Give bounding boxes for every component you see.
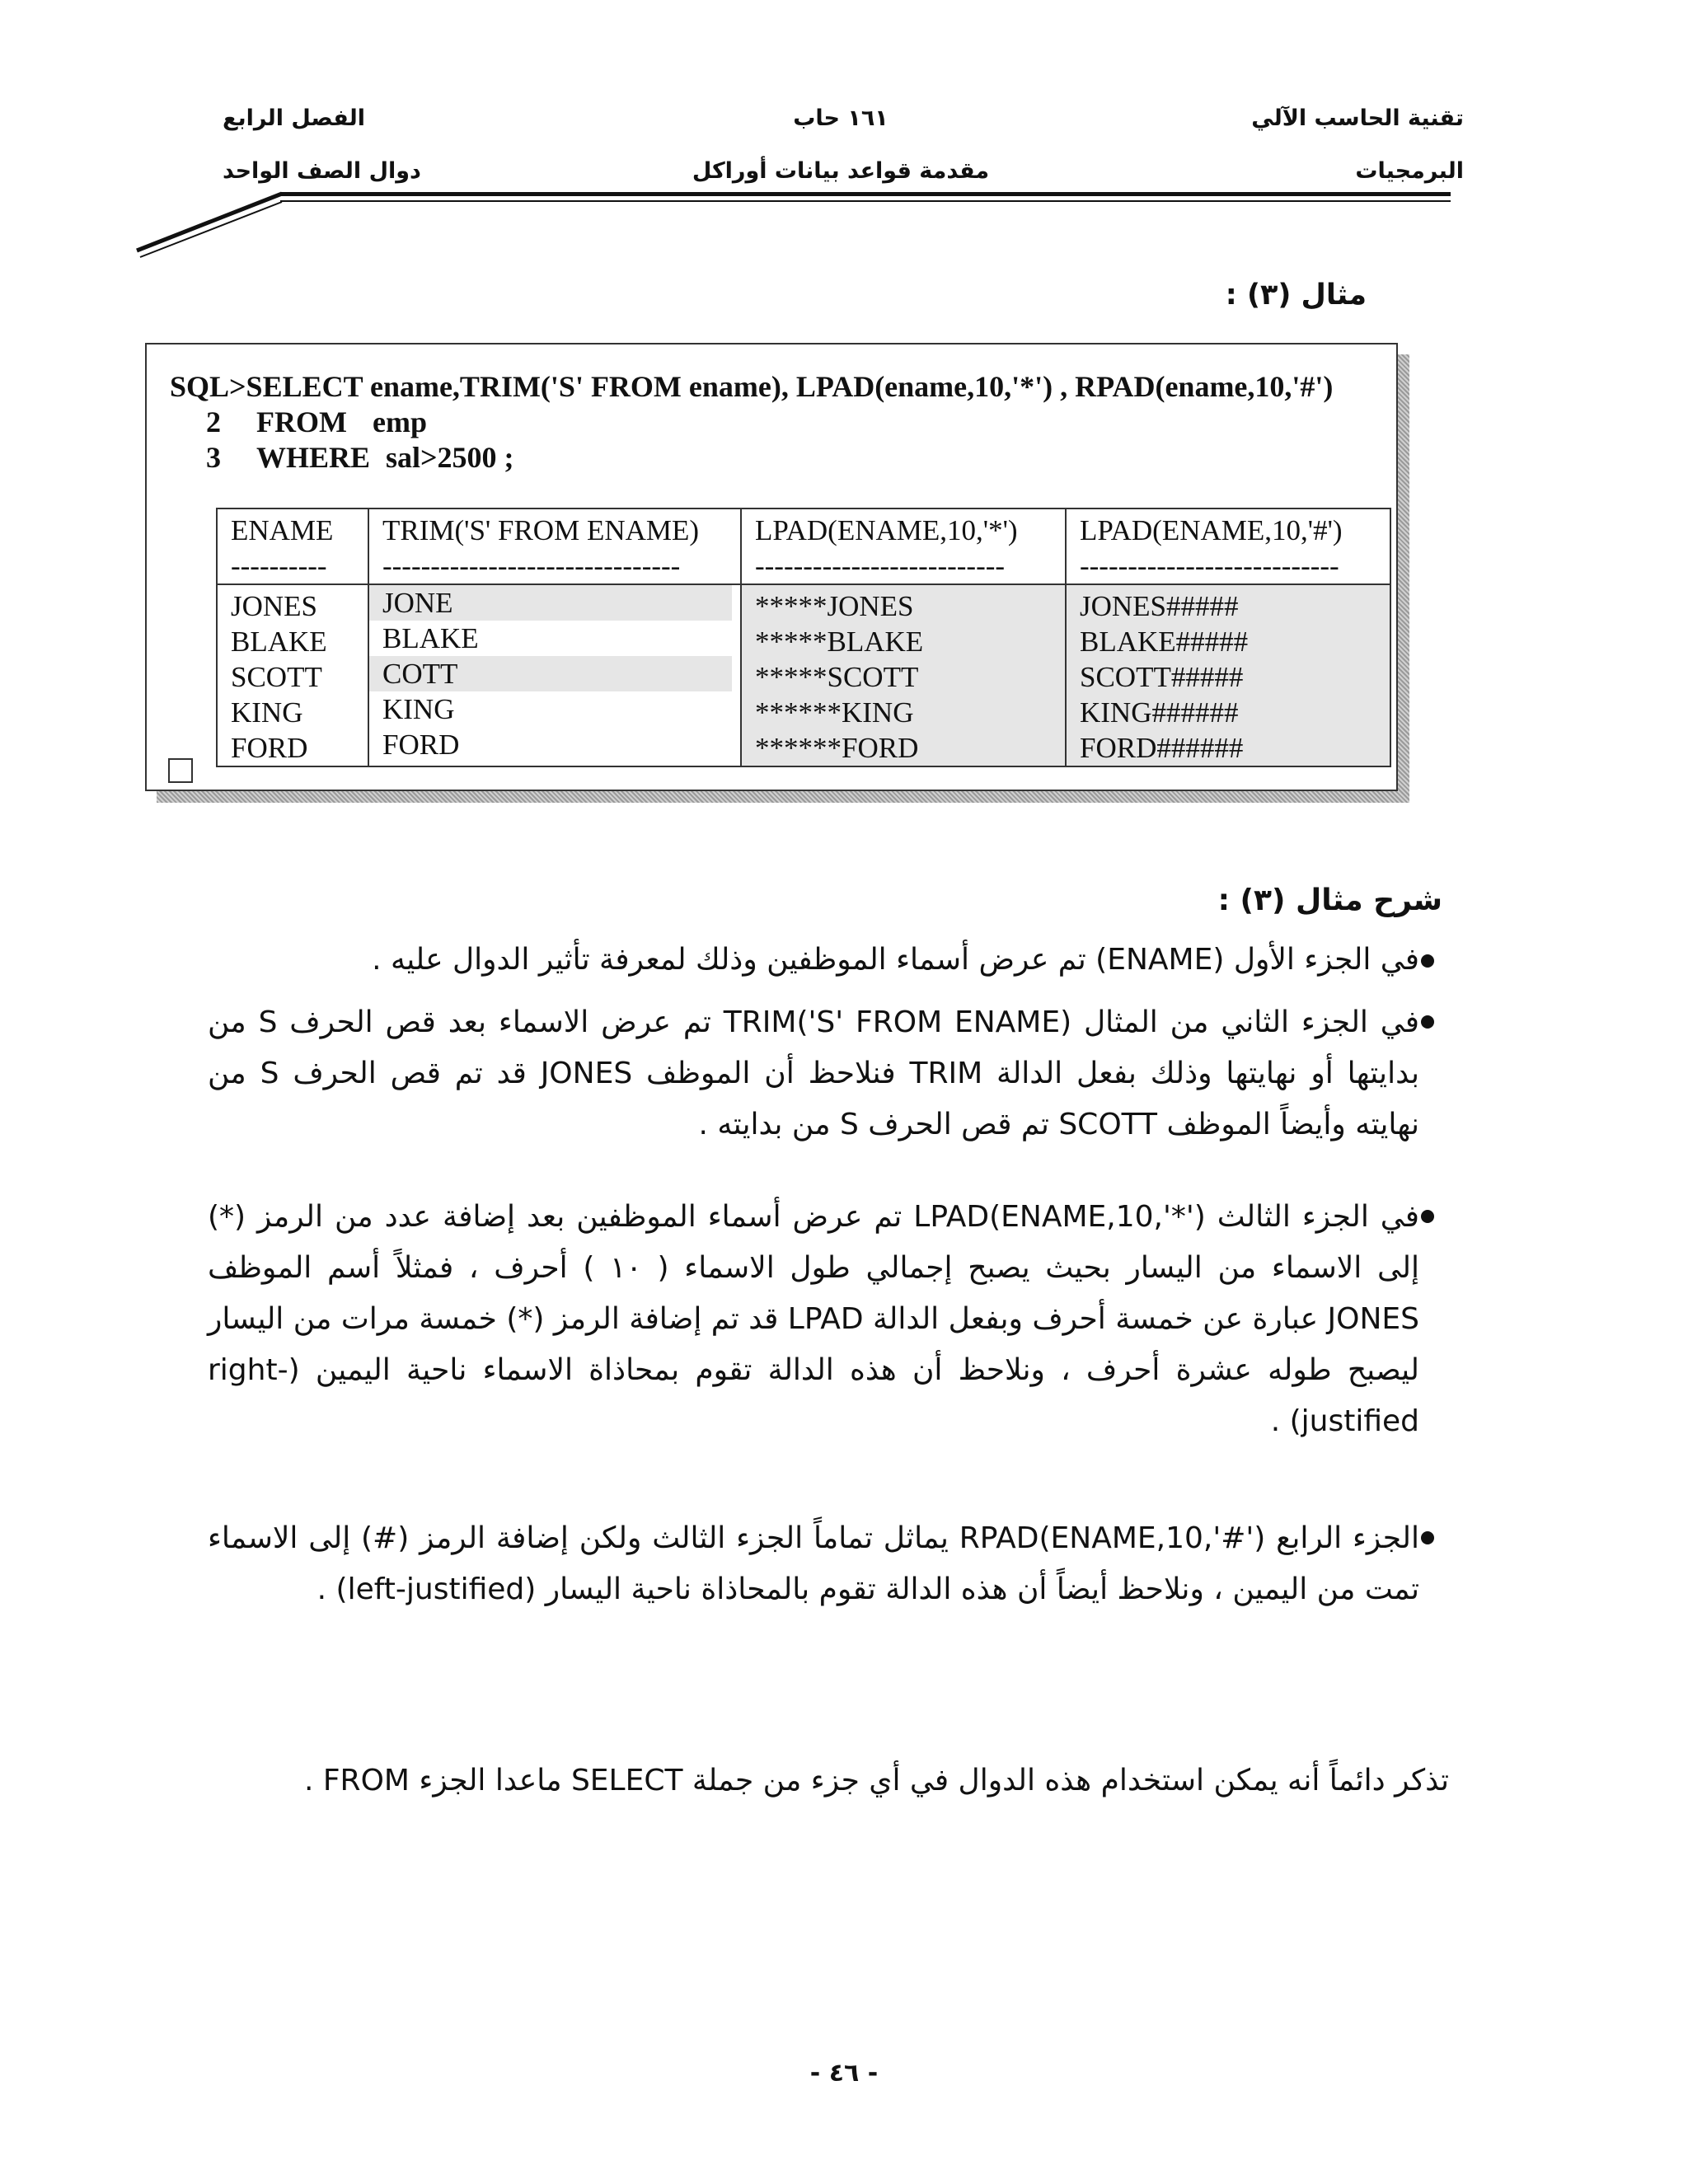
table-cell: *****JONES <box>755 590 914 622</box>
bullet-text: في الجزء الثالث ('*',LPAD(ENAME,10 تم عرض أسماء الموظفين بعد إضافة عدد من الرمز (*) إلى الاسماء من اليسار بحيث يصبح إجمالي طول الاسماء ( ١٠ ) أحرف ، فمثلاً أسم الموظف JONES عبارة عن خمسة أحرف وبفعل الدالة LPAD قد تم إضافة الرمز (*) خمسة مرات من اليسار ليصبح طوله عشرة أحرف ، ونلاحظ أن هذه الدالة تقوم بمحاذاة الاسماء ناحية اليمين (right-justified) . <box>208 1200 1419 1438</box>
result-header-text: TRIM('S' FROM ENAME) <box>382 514 700 546</box>
table-cell: KING <box>382 693 455 725</box>
result-header-cell <box>368 509 741 584</box>
table-cell: KING <box>231 696 303 729</box>
result-header-row <box>217 509 1390 584</box>
sql-line-number: 2 <box>206 405 221 438</box>
header-subject: البرمجيات <box>1355 158 1464 184</box>
header-rule-thin <box>280 200 1451 202</box>
header-section: دوال الصف الواحد <box>223 158 421 184</box>
table-cell: BLAKE##### <box>1080 626 1249 658</box>
result-header-text: LPAD(ENAME,10,'#') <box>1080 514 1343 546</box>
table-cell: BLAKE <box>231 626 327 658</box>
remember-note: تذكر دائماً أنه يمكن استخدام هذه الدوال في أي جزء من جملة SELECT ماعدا الجزء FROM . <box>303 1764 1449 1797</box>
table-cell: ******KING <box>755 696 914 729</box>
table-cell: SCOTT <box>231 661 322 693</box>
result-header-cell <box>217 509 368 584</box>
page-number: - ٤٦ - <box>809 2059 879 2088</box>
bullet-dot-icon <box>1421 954 1434 968</box>
result-column-rpad <box>1066 584 1390 766</box>
table-cell: SCOTT##### <box>1080 661 1244 693</box>
header-code: ١٦١ حاب <box>793 105 889 131</box>
bullet-dot-icon <box>1421 1210 1434 1223</box>
bullet-dot-icon <box>1421 1015 1434 1029</box>
result-header-dashes: ------------------------------- <box>382 550 681 582</box>
bullet-text: الجزء الرابع ('#',RPAD(ENAME,10 يماثل تماماً الجزء الثالث ولكن إضافة الرمز (#) إلى الاسماء تمت من اليمين ، ونلاحظ أيضاً أن هذه الدالة تقوم بالمحاذاة ناحية اليسار (left-justified) . <box>208 1521 1419 1606</box>
header-course: تقنية الحاسب الآلي <box>1251 105 1464 131</box>
bullet-text: في الجزء الأول (ENAME) تم عرض أسماء الموظفين وذلك لمعرفة تأثير الدوال عليه . <box>372 943 1419 977</box>
table-cell: FORD <box>231 732 308 764</box>
sql-keyword: FROM <box>256 405 347 438</box>
header-topic: مقدمة قواعد بيانات أوراكل <box>692 158 990 184</box>
table-cell: ******FORD <box>755 732 919 764</box>
result-column-trim <box>368 584 741 766</box>
table-cell: BLAKE <box>382 622 479 654</box>
result-header-text: LPAD(ENAME,10,'*') <box>755 514 1018 546</box>
explanation-title: شرح مثال (٣) : <box>1217 883 1442 917</box>
bullet-text: في الجزء الثاني من المثال (TRIM('S' FROM ENAME تم عرض الاسماء بعد قص الحرف S من بدايتها أو نهايتها وذلك بفعل الدالة TRIM فنلاحظ أن الموظف JONES قد تم قص الحرف S من نهايته وأيضاً الموظف SCOTT تم قص الحرف S من بدايته . <box>208 1005 1420 1141</box>
result-column-lpad <box>741 584 1066 766</box>
header-rule-swoosh <box>132 186 297 260</box>
result-header-dashes: -------------------------- <box>755 550 1006 582</box>
sql-line-2 <box>206 405 427 439</box>
table-cell: JONES <box>231 590 318 622</box>
table-cell: FORD###### <box>1080 732 1244 764</box>
table-cell: *****BLAKE <box>755 626 924 658</box>
result-data-row <box>217 584 1390 766</box>
table-cell: JONE <box>369 585 732 621</box>
result-header-cell <box>1066 509 1390 584</box>
code-box <box>145 343 1398 791</box>
sql-keyword: WHERE <box>256 441 371 474</box>
sql-argument: emp <box>373 405 427 438</box>
checkbox-square-icon <box>168 758 193 783</box>
result-header-dashes: ---------- <box>231 550 327 582</box>
table-cell: FORD <box>382 729 460 761</box>
table-cell: JONES##### <box>1080 590 1239 622</box>
table-cell: COTT <box>369 656 732 691</box>
header-rule-thick <box>280 192 1451 196</box>
result-column-ename <box>217 584 368 766</box>
result-header-text: ENAME <box>231 514 334 546</box>
result-header-dashes: --------------------------- <box>1080 550 1339 582</box>
table-cell: KING###### <box>1080 696 1239 729</box>
result-table <box>216 508 1391 767</box>
sql-line-3 <box>206 440 514 475</box>
sql-line-number: 3 <box>206 441 221 474</box>
example-title: مثال (٣) : <box>1225 279 1367 312</box>
header-row-top <box>0 105 1688 147</box>
header-chapter: الفصل الرابع <box>223 105 365 131</box>
table-cell: *****SCOTT <box>755 661 919 693</box>
result-header-cell <box>741 509 1066 584</box>
sql-line-1: SQL>SELECT ename,TRIM('S' FROM ename), LPAD(ename,10,'*') , RPAD(ename,10,'#') <box>170 370 1334 403</box>
bullet-dot-icon <box>1421 1531 1434 1544</box>
sql-argument: sal>2500 ; <box>386 441 514 474</box>
